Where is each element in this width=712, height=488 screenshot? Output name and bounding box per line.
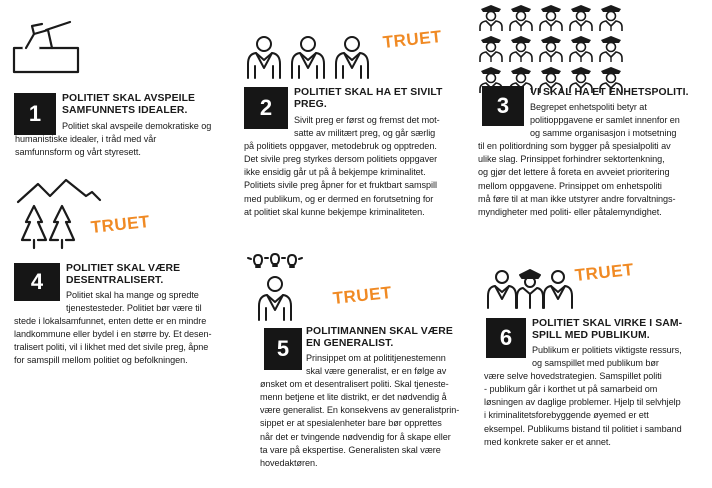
body-line: at politiet skal kunne bekjempe kriminaliteten. <box>244 206 425 217</box>
body-line: mellom oppgavene. Prinsippet om enhetspoliti <box>478 180 662 191</box>
heading-line: POLITIET SKAL VIRKE I SAM- <box>532 318 683 329</box>
body-line: på politiets oppgaver, metodebruk og opptreden. <box>244 141 437 152</box>
body-line: og samspillet med publikum bør <box>532 358 659 369</box>
body-line: og samme organisasjon i motsetning <box>530 128 677 139</box>
section-number-4: 4 <box>14 263 60 301</box>
body-line: ulike slag. Prinsippet forhindrer sektortenkning, <box>478 154 665 165</box>
section-heading-1 <box>62 93 232 117</box>
body-line: humanistiske idealer, i tråd med vår <box>15 134 157 145</box>
body-line: ta vare på ekspertise. Generalisten skal være <box>260 444 441 455</box>
body-line: være generalist. En konsekvens av generalistprin- <box>260 405 460 416</box>
body-line: sippet er at spesialenheter bare bør opprettes <box>260 418 442 429</box>
body-line: i kriminalitetsforebyggende øyemed er ett <box>484 410 649 421</box>
section-heading-4 <box>66 263 236 287</box>
section-heading-6 <box>532 318 707 342</box>
section-number-1: 1 <box>14 93 56 135</box>
body-line: eksempel. Publikums bistand til politiet i samband <box>484 423 682 434</box>
mountains-trees-icon <box>14 178 104 250</box>
ballot-box-icon <box>12 20 82 80</box>
body-line: ønsket om et desentralisert politi. Skal tjeneste- <box>260 379 449 390</box>
section-number-6: 6 <box>486 318 526 358</box>
body-line: myndigheter med politi- eller påtalemyndighet. <box>478 206 662 217</box>
section-number-5: 5 <box>264 328 302 370</box>
body-line: landkommune eller bydel i en større by. Et desen- <box>14 329 212 340</box>
body-line: tjenestesteder. Politiet bør være til <box>66 303 202 314</box>
police-officers-grid-icon <box>478 2 648 94</box>
section-heading-2 <box>294 87 474 111</box>
body-line: Politiet skal ha mange og spredte <box>66 290 199 300</box>
body-line: Politiets sivile preg åpner for et fruktbart samspill <box>244 180 437 191</box>
body-line: - publikum går i korthet ut på samarbeid om <box>484 384 658 395</box>
body-line: være selve hovedstrategien. Samspillet politi <box>484 371 662 382</box>
body-line: med publikum, og er dermed en forutsetning for <box>244 193 434 204</box>
section-body-4 <box>14 289 246 368</box>
heading-line: POLITIET SKAL VÆRE <box>66 263 181 274</box>
section-number-2: 2 <box>244 87 288 129</box>
body-line: stede i lokalsamfunnet, enten dette er en mindre <box>14 316 207 327</box>
body-line: til en politiordning som bygger på spesialpoliti av <box>478 141 671 152</box>
section-body-2 <box>244 114 474 219</box>
section-heading-5 <box>306 326 486 350</box>
heading-line: POLITIET SKAL AVSPEILE <box>62 93 196 104</box>
heading-line: VI SKAL HA ET ENHETSPOLITI. <box>530 87 689 98</box>
body-line: Publikum er politiets viktigste ressurs, <box>532 345 682 355</box>
body-line: Politiet skal avspeile demokratiske og <box>62 121 212 131</box>
heading-line: EN GENERALIST. <box>306 338 394 349</box>
body-line: Begrepet enhetspoliti betyr at <box>530 102 647 112</box>
section-number-3: 3 <box>482 86 524 126</box>
body-line: politioppgavene er samlet innenfor en <box>530 115 680 126</box>
body-line: Det sivile preg styrkes dersom politiets oppgaver <box>244 154 438 165</box>
body-line: med konkrete saker er et annet. <box>484 436 611 447</box>
body-line: satte av militært preg, og går særlig <box>294 128 436 139</box>
body-line: ikke ensidig går ut på å bekjempe kriminalitet. <box>244 167 426 178</box>
section-body-6 <box>484 344 712 449</box>
heading-line: POLITIMANNEN SKAL VÆRE <box>306 326 453 337</box>
truet-stamp-4: TRUET <box>89 211 151 238</box>
truet-stamp-5: TRUET <box>331 282 393 309</box>
civilians-icon <box>242 34 378 80</box>
body-line: Sivilt preg er først og fremst det mot- <box>294 115 440 125</box>
body-line: løsningen av daglige problemer. Hjelp til selvhjelp <box>484 397 681 408</box>
body-line: hovedaktøren. <box>260 457 318 468</box>
body-line: og gjør det lettere å foreta en avveiet prioritering <box>478 167 670 178</box>
section-heading-3 <box>530 87 710 99</box>
heading-line: SAMFUNNETS IDEALER. <box>62 105 188 116</box>
section-body-1 <box>15 120 242 159</box>
heading-line: PREG. <box>294 99 327 110</box>
section-body-5 <box>260 352 486 470</box>
body-line: for samspill mellom politiet og befolkningen. <box>14 355 188 366</box>
body-line: når det er tvingende nødvendig for å skape eller <box>260 431 451 442</box>
police-and-public-icon <box>486 268 574 310</box>
generalist-ideas-icon <box>246 254 304 322</box>
heading-line: POLITIET SKAL HA ET SIVILT <box>294 87 443 98</box>
body-line: menn betjene et lite distrikt, er det nødvendig å <box>260 392 447 403</box>
heading-line: DESENTRALISERT. <box>66 275 164 286</box>
heading-line: SPILL MED PUBLIKUM. <box>532 330 650 341</box>
body-line: tralisert politi, vil i likhet med det sivile preg, åpne <box>14 342 209 353</box>
body-line: må føre til at man ikke utstyrer andre forvaltnings- <box>478 193 676 204</box>
body-line: skal være generalist, er en følge av <box>306 366 447 377</box>
truet-stamp-2: TRUET <box>381 26 443 53</box>
truet-stamp-6: TRUET <box>573 259 635 286</box>
body-line: Prinsippet om at polititjenestemenn <box>306 353 446 363</box>
section-body-3 <box>478 101 710 219</box>
body-line: samfunnsform og vårt styresett. <box>15 147 141 158</box>
